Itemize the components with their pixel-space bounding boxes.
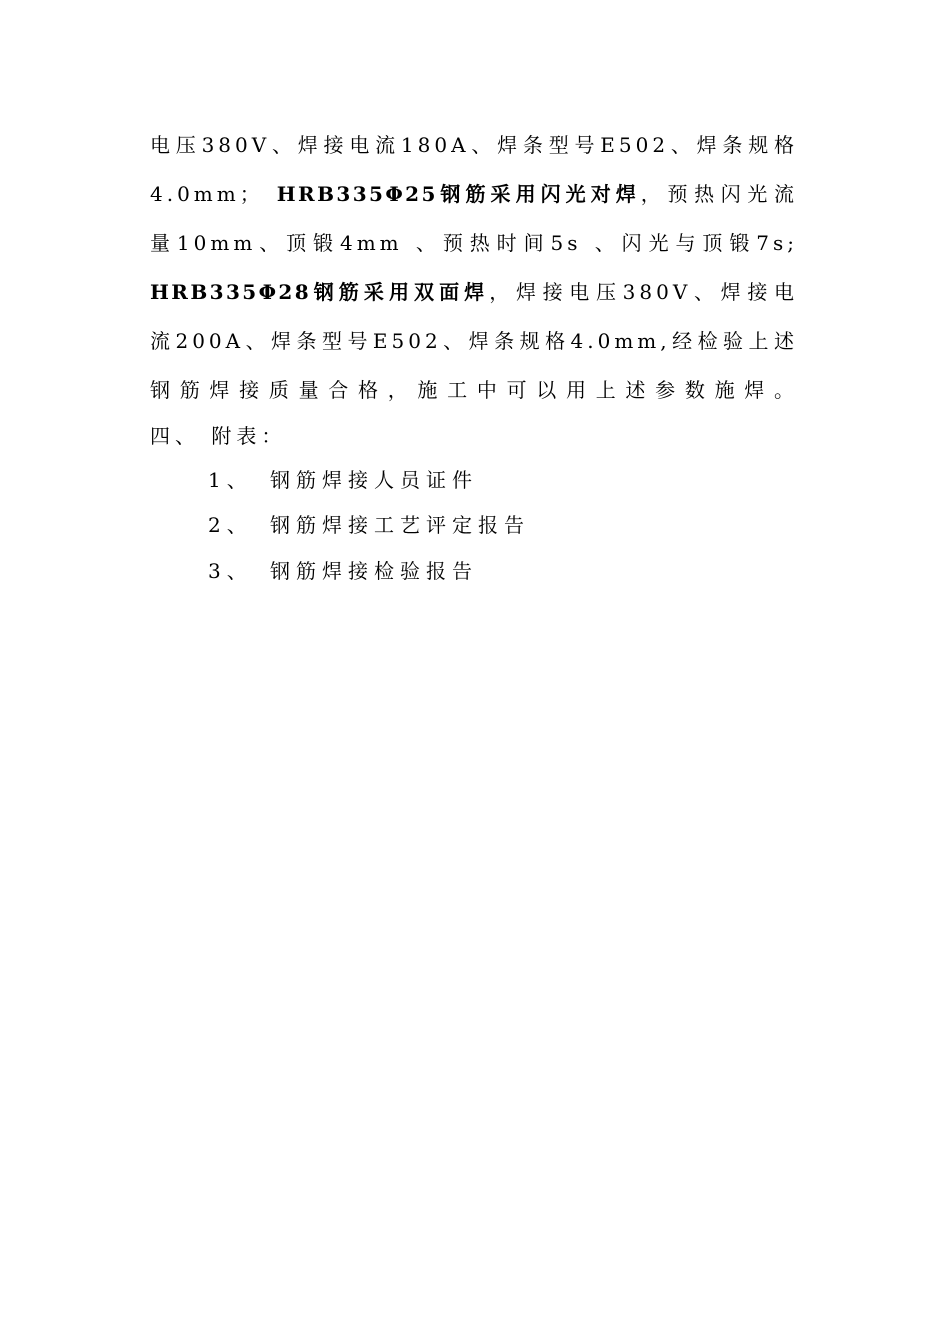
- attachment-label: 钢筋焊接检验报告: [270, 559, 478, 583]
- paragraph-line-2: [150, 178, 798, 210]
- attachment-item: [208, 555, 478, 587]
- paragraph-text: ，焊接电压380V、焊接电: [489, 280, 798, 304]
- attachment-label: 钢筋焊接人员证件: [270, 468, 478, 492]
- paragraph-line-3: 量10mm、顶锻4mm 、预热时间5s 、闪光与顶锻7s;: [150, 231, 798, 255]
- paragraph-text: 4.0mm；: [150, 182, 264, 206]
- attachment-item: [208, 509, 530, 541]
- paragraph-line-5: 流200A、焊条型号E502、焊条规格4.0mm,经检验上述: [150, 329, 798, 353]
- attachment-number: 3、: [208, 559, 253, 583]
- paragraph-line-6: 钢筋焊接质量合格，施工中可以用上述参数施焊。: [150, 378, 798, 402]
- bold-highlight-flash-butt-welding: HRB335Φ25钢筋采用闪光对焊: [276, 182, 641, 206]
- attachment-item: [208, 464, 478, 496]
- section-heading: 四、 附表：: [150, 424, 287, 448]
- attachment-number: 2、: [208, 513, 253, 537]
- paragraph-line-4: [150, 276, 798, 308]
- paragraph-text: ，预热闪光流: [640, 182, 799, 206]
- paragraph-line-1: 电压380V、焊接电流180A、焊条型号E502、焊条规格: [150, 133, 798, 157]
- attachment-label: 钢筋焊接工艺评定报告: [270, 513, 530, 537]
- bold-highlight-double-sided-welding: HRB335Φ28钢筋采用双面焊: [150, 280, 490, 304]
- attachment-number: 1、: [208, 468, 253, 492]
